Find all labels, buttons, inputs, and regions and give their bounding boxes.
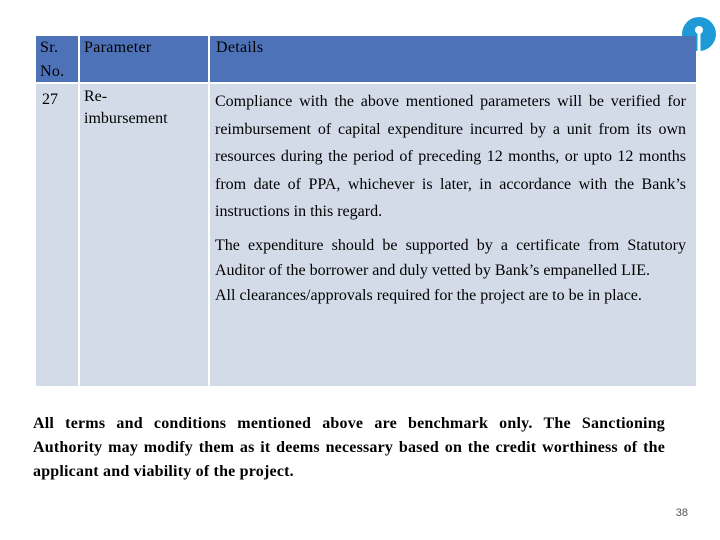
body-cell-sr-no xyxy=(36,84,78,386)
header-sr-no: Sr. No. xyxy=(40,39,65,80)
row-sr-no: 27 xyxy=(42,91,58,108)
details-paragraph-1: Compliance with the above mentioned parameters will be verified for reimbursement of capital expenditure incurred by a unit from its own resources during the period of preceding 12 months, or upto 12 months from date of PPA, whichever is later, in accordance with the Bank’s instructions in this regard. xyxy=(215,93,686,220)
parameters-table xyxy=(36,36,696,386)
header-parameter: Parameter xyxy=(84,39,152,56)
header-cell-details xyxy=(210,36,696,82)
details-paragraph-2: The expenditure should be supported by a certificate from Statutory Auditor of the borrower and duly vetted by Bank’s empanelled LIE. xyxy=(215,236,686,279)
page-number: 38 xyxy=(675,507,688,519)
row-parameter: Re- imbursement xyxy=(84,88,168,127)
row-details xyxy=(215,88,686,308)
header-details: Details xyxy=(216,39,264,56)
details-paragraph-3: All clearances/approvals required for the project are to be in place. xyxy=(215,286,642,304)
disclaimer-note: All terms and conditions mentioned above are benchmark only. The Sanctioning Authority may modify them as it deems necessary based on the credit worthiness of the applicant and viability of the project. xyxy=(33,415,665,480)
